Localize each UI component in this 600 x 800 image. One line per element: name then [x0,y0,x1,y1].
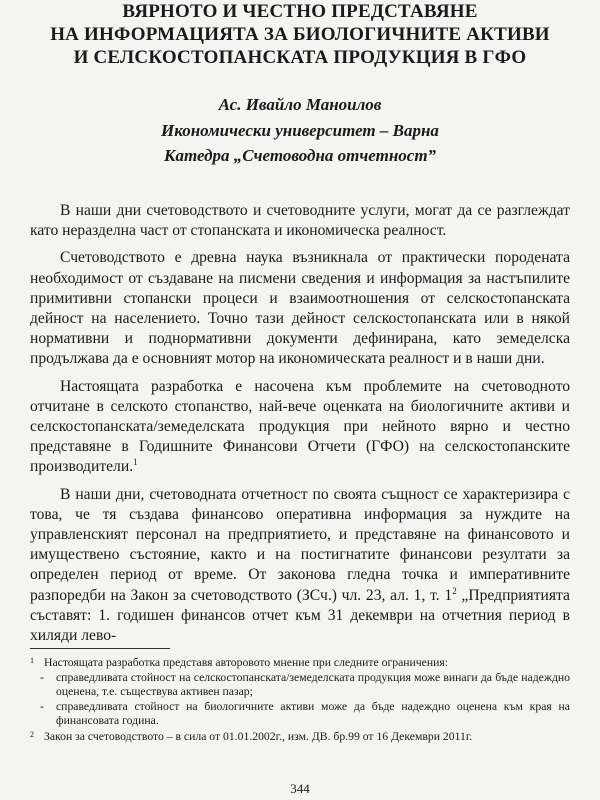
footnote-2-number: 2 [30,729,34,739]
title-line-1: ВЯРНОТО И ЧЕСТНО ПРЕДСТАВЯНЕ [122,1,478,22]
paragraph-3 [30,377,570,478]
footnote-2-text: Закон за счетоводството – в сила от 01.01.2002г., изм. ДВ. бр.99 от 16 Декември 2011г. [44,729,473,743]
footnote-1 [30,656,570,729]
title-line-3: И СЕЛСКОСТОПАНСКАТА ПРОДУКЦИЯ В ГФО [73,47,527,68]
footnote-separator [30,648,170,649]
paragraph-2: Счетоводството е древна наука възникнала от практически породената необходимост от създаване на писмени сведения и информация за настъпилите примитивни стопански процеси и взаимоотношения от селскостопанската дейност на населението. Точно тази дейност селскостопанската или в някой нормативни и поднормативни документи дефинирана, като земеделска продължава да е основният мотор на икономическата реалност и в наши дни. [30,249,570,368]
article-body [30,201,570,653]
author-department: Катедра „Счетоводна отчетност” [163,146,437,165]
footnote-ref-1[interactable]: 1 [133,457,138,468]
page-number: 344 [290,781,310,796]
author-name: Ас. Ивайло Маноилов [218,95,382,114]
footnote-1-item-2 [40,699,570,729]
author-affiliation: Икономически университет – Варна [161,120,439,140]
paragraph-3-text: Настоящата разработка е насочена към проблемите на счетоводното отчитане в селското стопанство, най-вече оценката на биологичните активи и селскостопанската/земеделската продукция при нейното вярно и честно представяне в Годишните Финансови Отчети (ГФО) на селскостопанските производители. [30,377,570,476]
title-line-2: НА ИНФОРМАЦИЯТА ЗА БИОЛОГИЧНИТЕ АКТИВИ [50,24,550,45]
footnote-1-item-2-text: справедливата стойност на биологичните активи може да бъде надеждно оценена към края на финансовата година. [56,699,570,727]
footnote-2 [30,730,570,745]
dash-bullet: - [40,670,44,684]
footnote-1-number: 1 [30,656,34,665]
footnote-1-text: Настоящата разработка представя авторовото мнение при следните ограничения: [44,656,448,669]
footnote-1-item-1-text: справедливата стойност на селскостопанската/земеделската продукция може винаги да бъде надеждно оценена, т.е. съществува активен пазар; [56,670,570,698]
footnotes [30,656,570,745]
paragraph-1: В наши дни счетоводството и счетоводните услуги, могат да се разглеждат като неразделна част от стопанската и икономическа реалност. [30,202,570,240]
footnote-ref-2[interactable]: 2 [452,585,457,596]
footnote-1-item-1 [40,670,570,700]
dash-bullet: - [40,699,44,713]
paragraph-4-tail: „Предприятията съставят: 1. годишен финансов отчет към 31 декември на отчетния период в хиляди лево- [30,586,570,645]
article-title [30,0,570,69]
author-block [20,92,580,169]
paragraph-4 [30,485,570,647]
paragraph-4-text: В наши дни, счетоводната отчетност по своята същност се характеризира с това, че тя създава финансово оперативна информация за нуждите на управленският персонал на предприятието, и представяне на финансовото и имуществено състояние, както и на постигнатите финансови резултати за определен период от време. От законова гледна точка и императивните разпоредби на Закон за счетоводството (ЗСч.) чл. 23, ал. 1, т. 1 [30,485,570,604]
